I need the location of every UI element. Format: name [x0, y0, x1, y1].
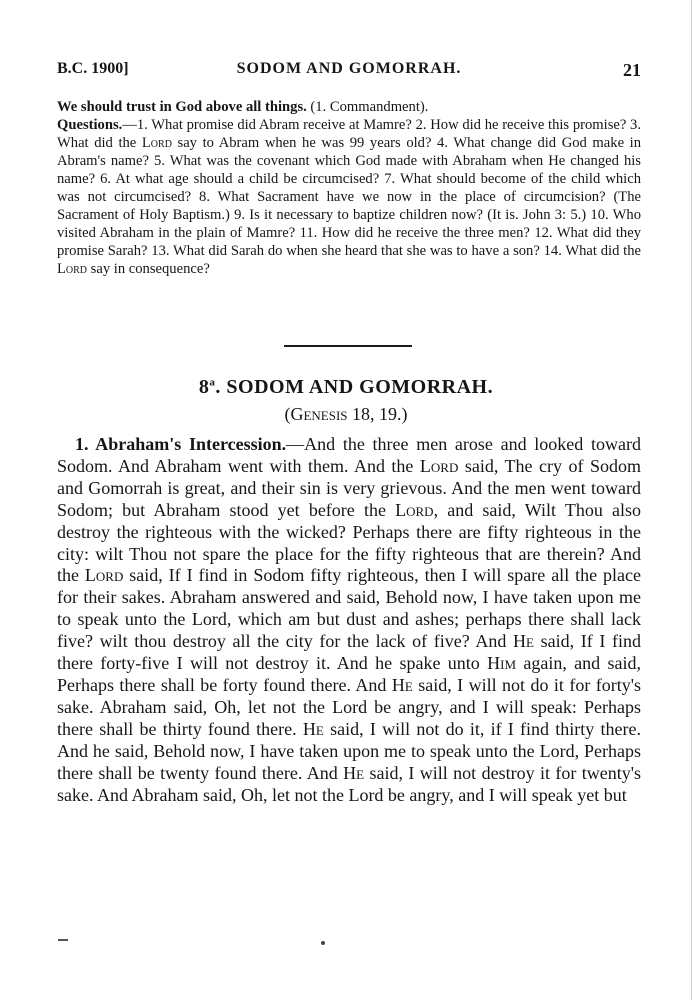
- questions-paragraph: [57, 116, 641, 278]
- print-mark: [321, 941, 325, 945]
- running-head-title: SODOM AND GOMORRAH.: [236, 60, 462, 77]
- commandment-line: [57, 98, 641, 116]
- questions-lord: Lord: [57, 261, 88, 277]
- divine-name: He: [343, 762, 365, 783]
- print-mark: [58, 939, 68, 941]
- questions-text: say in consequence?: [87, 261, 210, 277]
- divine-name: He: [513, 631, 534, 652]
- section-title: [0, 376, 692, 399]
- paragraph-intercession: 1. Abraham's Intercession.—And the three men arose and looked toward Sodom. And Abraham went with them. And the Lord said, The cry of Sodom and Gomorrah is great, and their sin is very grievous. And the men went toward Sodom; but Abraham stood yet before the Lord, and said, Wilt Thou also destroy the righteous with the wicked? Perhaps there are fifty righteous in the city: wilt Thou not spare the place for the fifty righteous that are therein? And the Lord said, If I find in Sodom fifty righteous, then I will spare all the place for their sakes. Abraham answered and said, Behold now, I have taken upon me to speak unto the Lord, which am but dust and ashes; perhaps there shall lack five? wilt thou destroy all the city for the lack of five? And He said, If I find there forty-five I will not destroy it. And he spake unto Him again, and said, Perhaps there shall be forty found there. And He said, I will not do it for forty's sake. Abraham said, Oh, let not the Lord be angry, and I will speak: Perhaps there shall be thirty found there. He said, I will not do it, if I find thirty there. And he said, Behold now, I have taken upon me to speak unto the Lord, Perhaps there shall be twenty found there. And He said, I will not destroy it for twenty's sake. And Abraham said, Oh, let not the Lord be angry, and I will speak yet but: [57, 434, 641, 805]
- divine-name: Lord: [84, 565, 124, 586]
- running-head-date: B.C. 1900]: [57, 60, 129, 77]
- scripture-reference: (Genesis 18, 19.): [284, 404, 408, 424]
- commandment-note: (1. Commandment).: [306, 99, 429, 115]
- questions-lord: Lord: [141, 135, 172, 151]
- section-divider: [284, 345, 412, 347]
- commandment-title: We should trust in God above all things.: [57, 99, 307, 115]
- section-title-text: . SODOM AND GOMORRAH.: [215, 376, 494, 398]
- divine-name: Lord: [419, 455, 459, 476]
- section-number: 8$^a$: [198, 376, 216, 398]
- questions-text: say to Abram when he was 99 years old? 4. What change did God make in Abram's name? 5. What was the covenant which God made with Abraham when He changed his name? 6. At what age should a child be circumcised? 7. What should become of the child which was not circumcised? 8. What Sacrament have we now in the place of circumcision? (The Sacrament of Holy Baptism.) 9. Is it necessary to baptize children now? (It is. John 3: 5.) 10. Who visited Abraham in the plain of Mamre? 11. How did he receive the three men? 12. What did they promise Sarah? 13. What did Sarah do when she heard that she was to have a son? 14. What did the: [57, 135, 641, 259]
- body-text: [57, 434, 641, 806]
- questions-text: —1. What promise did Abram receive at Mamre? 2. How did he receive this promise? 3. What did the: [57, 117, 641, 151]
- questions-label: Questions.: [57, 117, 123, 133]
- divine-name: He: [391, 674, 413, 695]
- questions-block: [57, 98, 641, 278]
- paragraph-heading: 1. Abraham's Intercession.: [75, 434, 287, 454]
- running-head: [57, 60, 641, 84]
- page-number: 21: [623, 60, 641, 80]
- divine-name: He: [302, 718, 324, 739]
- divine-name: Lord: [395, 499, 434, 520]
- divine-name: Him: [487, 653, 517, 674]
